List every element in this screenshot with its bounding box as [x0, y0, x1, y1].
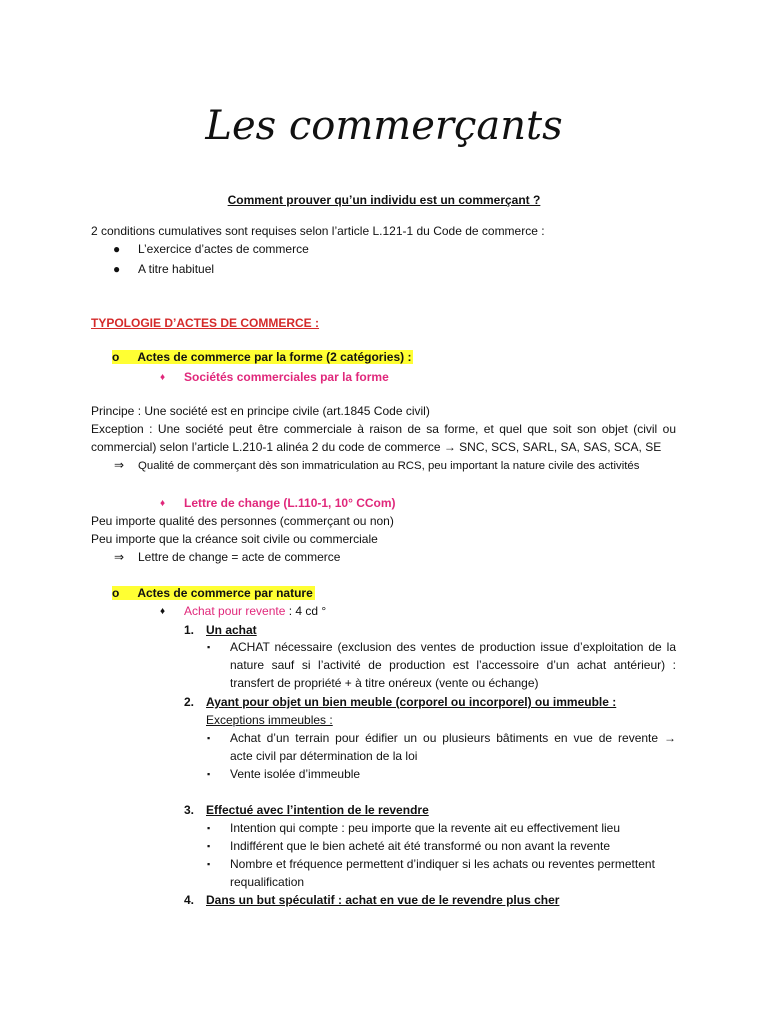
achat-heading-row [184, 604, 326, 618]
achat-text-line1: ACHAT nécessaire (exclusion des ventes de production issue d’exploitation de la [230, 640, 676, 654]
question-heading: Comment prouver qu’un individu est un commerçant ? [227, 193, 541, 207]
intention-item: Intention qui compte : peu importe que la revente ait eu effectivement lieu [230, 821, 621, 835]
achat-text-line2: nature sauf si l’activité de production est l’accessoire d’un achat antérieur) : [230, 658, 676, 672]
arrow-icon: ⇒ [114, 458, 125, 472]
intention-item-line2: requalification [230, 875, 305, 889]
nature-heading-row [112, 586, 315, 600]
exception-item-line2: acte civil par détermination de la loi [230, 749, 418, 763]
item-title: Dans un but spéculatif : achat en vue de le revendre plus cher [206, 893, 560, 907]
condition-item: A titre habituel [138, 262, 215, 276]
square-bullet-icon: ▪ [207, 733, 211, 743]
lettre-conclusion: Lettre de change = acte de commerce [138, 550, 341, 564]
bullet-icon: ● [113, 242, 121, 256]
bullet-icon: ● [113, 262, 121, 276]
forme-heading: Actes de commerce par la forme (2 catégories) : [137, 350, 412, 364]
societes-heading: Sociétés commerciales par la forme [184, 370, 389, 384]
intention-item: Indifférent que le bien acheté ait été transformé ou non avant la revente [230, 839, 611, 853]
exceptions-subheading: Exceptions immeubles : [206, 713, 333, 727]
item-number: 4. [184, 893, 195, 907]
exception-item: Vente isolée d’immeuble [230, 767, 361, 781]
item-number: 3. [184, 803, 195, 817]
lettre-text: Peu importe que la créance soit civile ou commerciale [91, 532, 378, 546]
forme-heading-row [112, 350, 413, 364]
diamond-icon: ♦ [160, 372, 166, 383]
intention-item-line1: Nombre et fréquence permettent d’indiquer si les achats ou reventes permettent [230, 857, 655, 871]
principe-text: Principe : Une société est en principe civile (art.1845 Code civil) [91, 404, 430, 418]
condition-item: L’exercice d’actes de commerce [138, 242, 309, 256]
square-bullet-icon: ▪ [207, 642, 211, 652]
lettre-heading: Lettre de change (L.110-1, 10° CCom) [184, 496, 396, 510]
societes-conclusion: Qualité de commerçant dès son immatriculation au RCS, peu important la nature civile des activités [138, 460, 640, 472]
diamond-icon: ♦ [160, 498, 166, 509]
exception-item-line1: Achat d’un terrain pour édifier un ou plusieurs bâtiments en vue de revente → [230, 731, 676, 745]
item-number: 1. [184, 623, 195, 637]
typologie-heading: TYPOLOGIE D’ACTES DE COMMERCE : [91, 316, 320, 330]
item-title: Un achat [206, 623, 257, 637]
circle-bullet-icon: o [112, 350, 120, 364]
square-bullet-icon: ▪ [207, 859, 211, 869]
square-bullet-icon: ▪ [207, 841, 211, 851]
nature-heading: Actes de commerce par nature [137, 586, 313, 600]
achat-heading: Achat pour revente [184, 604, 286, 618]
arrow-icon: ⇒ [114, 550, 125, 564]
page-title: Les commerçants [205, 103, 563, 149]
circle-bullet-icon: o [112, 586, 120, 600]
item-number: 2. [184, 695, 195, 709]
item-title: Ayant pour objet un bien meuble (corporel ou incorporel) ou immeuble : [206, 695, 617, 709]
intro-text: 2 conditions cumulatives sont requises selon l’article L.121-1 du Code de commerce : [91, 224, 545, 238]
achat-text-line3: transfert de propriété + à titre onéreux (vente ou échange) [230, 676, 539, 690]
square-bullet-icon: ▪ [207, 769, 211, 779]
exception-text-line2: commercial) selon l’article L.210-1 alinéa 2 du code de commerce → SNC, SCS, SARL, SA, SAS, SCA, SE [91, 440, 662, 454]
achat-suffix: : 4 cd ° [285, 604, 327, 618]
exception-text-line1: Exception : Une société peut être commerciale à raison de sa forme, et quel que soit son objet (civil ou [91, 422, 676, 436]
lettre-text: Peu importe qualité des personnes (commerçant ou non) [91, 514, 394, 528]
item-title: Effectué avec l’intention de le revendre [206, 803, 429, 817]
square-bullet-icon: ▪ [207, 823, 211, 833]
diamond-icon: ♦ [160, 606, 166, 617]
